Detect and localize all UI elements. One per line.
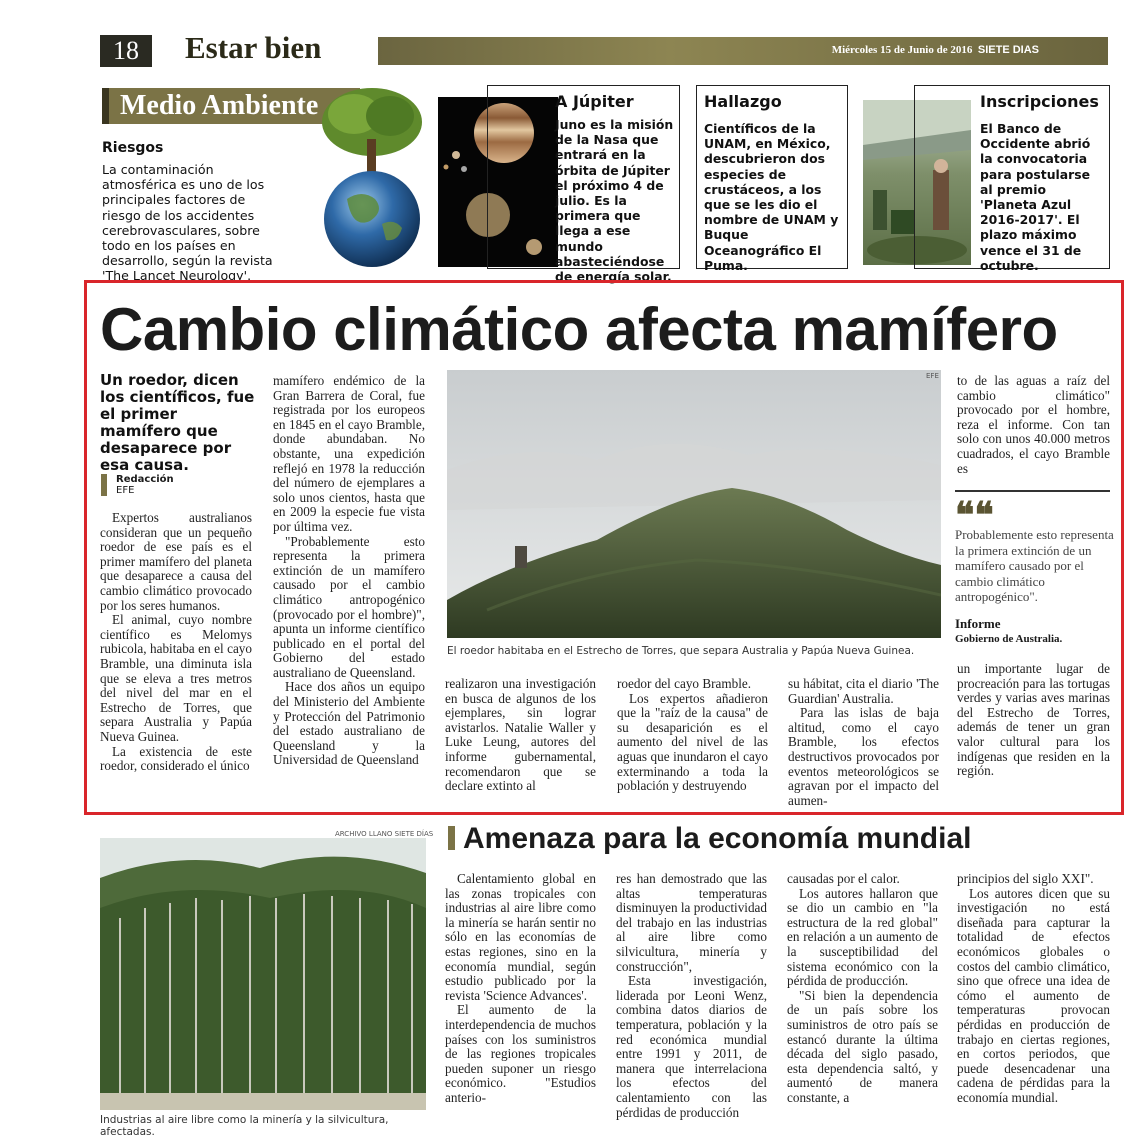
brief-riesgos-heading: Riesgos <box>102 140 164 156</box>
island-image <box>447 370 941 638</box>
main-photo <box>447 370 941 638</box>
quote-icon: ❝❝ <box>955 495 994 535</box>
main-col-5-p1: su hábitat, cita el diario 'The Guardian' Australia. <box>788 676 939 706</box>
header-date-brand <box>832 44 1039 56</box>
brief-inscripciones-text: El Banco de Occidente abrió la convocatoria para postularse al premio 'Planeta Azul 2016-2017'. El plazo máximo vence el 31 de octubre. <box>980 121 1091 273</box>
forest-image <box>100 838 426 1110</box>
second-col-4 <box>957 872 1110 1106</box>
medio-ambiente-title: Medio Ambiente <box>102 88 360 124</box>
main-col-6-bottom-p1: un importante lugar de procreación para las tortugas verdes y varias aves marinas del Estrecho de Torres, además de tener un gran valor cultural para los indígenas que residen en la región. <box>957 661 1110 779</box>
brief-inscripciones-heading: Inscripciones <box>980 92 1099 111</box>
pull-quote-source: Informe <box>955 616 1001 631</box>
second-col-2 <box>616 872 767 1120</box>
byline-accent <box>101 474 107 496</box>
second-col-3 <box>787 872 938 1106</box>
second-col-3-p3: "Si bien la dependencia de un país sobre los suministros de otro país se estancó durante la última década del siglo pasado, esta dependencia saltó, y aumentó de manera constante, a <box>787 987 938 1105</box>
main-col-2-p3: Hace dos años un equipo del Ministerio del Ambiente y Protección del Patrimonio del estado australiano de Queensland y la Universidad de Queensland <box>273 679 425 768</box>
main-col-4-p1: roedor del cayo Bramble. <box>617 676 752 691</box>
second-col-3-p1: causadas por el calor. <box>787 871 900 886</box>
brief-jupiter <box>555 92 675 284</box>
second-headline: Amenaza para la economía mundial <box>463 822 972 855</box>
brief-jupiter-heading: A Júpiter <box>555 92 634 111</box>
main-col-5-p2: Para las islas de baja altitud, como el cayo Bramble, los efectos destructivos provocados por eventos meteorológicos se agravan por el impacto del aumen- <box>788 705 939 808</box>
brief-inscripciones <box>980 92 1105 273</box>
brief-hallazgo-text: Científicos de la UNAM, en México, descubrieron dos especies de crustáceos, a los que se les dio el nombre de UNAM y Buque Oceanográfico El Puma. <box>704 121 839 273</box>
medio-ambiente-accent <box>102 88 109 124</box>
main-headline: Cambio climático afecta mamífero <box>100 296 1058 363</box>
main-col-2-p2: "Probablemente esto representa la primera extinción de un mamífero causado por el cambio climático antropogénico (provocado por el hombre)", apunta un informe científico publicado en el portal del Gobierno del estado australiano de Queensland. <box>273 533 425 680</box>
main-col-1-p3: La existencia de este roedor, considerado el único <box>100 743 252 774</box>
main-col-1-p2: El animal, cuyo nombre científico es Melomys rubicola, habitaba en el cayo Bramble, una diminuta isla que se eleva a tres metros del nivel del mar en el Estrecho de Torres, que separa Australia y Papúa Nueva Guinea. <box>100 612 252 744</box>
header-date: Miércoles 15 de Junio de 2016 <box>831 44 973 56</box>
pull-quote-source-org: Gobierno de Australia. <box>955 633 1063 645</box>
second-col-3-p2: Los autores hallaron que se dio un cambio en "la estructura de la red global" en relación a un aumento de la susceptibilidad del sistema económico con la pérdida de producción. <box>787 885 938 989</box>
main-col-3 <box>445 677 596 794</box>
main-col-3-p1: realizaron una investigación en busca de algunos de los ejemplares, sin lograr avistarlos. Natalie Waller y Luke Leung, autores del informe gubernamental, recomendaron que se declare extinto al <box>445 676 596 794</box>
main-lede: Un roedor, dicen los científicos, fue el primer mamífero que desaparece por esa causa. <box>100 371 255 474</box>
second-photo <box>100 838 426 1110</box>
brief-hallazgo <box>704 92 839 273</box>
brief-riesgos <box>102 140 282 284</box>
main-photo-caption: El roedor habitaba en el Estrecho de Torres, que separa Australia y Papúa Nueva Guinea. <box>447 645 915 657</box>
page-number: 18 <box>100 35 152 67</box>
brief-jupiter-text: Juno es la misión de la Nasa que entrará en la órbita de Júpiter el próximo 4 de julio. Es la primera que llega a ese mundo abasteciéndose de energía solar. <box>555 117 674 285</box>
pull-quote-rule <box>955 490 1110 492</box>
main-col-4 <box>617 677 768 794</box>
main-col-1-p1: Expertos australianos consideran que un pequeño roedor de ese país es el primer mamífero del planeta que desaparece a causa del cambio climático provocado por los seres humanos. <box>100 510 252 613</box>
second-headline-accent <box>448 826 455 850</box>
main-col-4-p2: Los expertos añadieron que la "raíz de la causa" de su desaparición es el aumento del nivel de las aguas que inundaron el cayo exterminando a toda la población y destruyendo <box>617 690 768 794</box>
byline-agency: EFE <box>116 485 135 496</box>
main-col-6-top <box>957 374 1110 476</box>
main-col-2 <box>273 374 425 768</box>
main-col-2-p1: mamífero endémico de la Gran Barrera de Coral, fue registrada por los europeos en 1845 en el cayo Bramble, donde abundaban. No obstante, una expedición reflejó en 1978 la reducción del número de ejemplares a solo unos cientos, hasta que en 2009 la especie fue vista por última vez. <box>273 373 425 534</box>
second-col-2-p2: Esta investigación, liderada por Leoni Wenz, combina datos diarios de temperatura, población y la red económica mundial entre 1991 y 2011, de manera que interrelaciona los efectos del calentamiento con las pérdidas de producción <box>616 973 767 1120</box>
second-col-1-p1: Calentamiento global en las zonas tropicales con industrias al aire libre como la minería se harán sentir no sólo en las economías de estas regiones, sino en la economía mundial, según estudio publicado por la revista 'Science Advances'. <box>445 871 596 1003</box>
section-title: Estar bien <box>185 30 322 65</box>
second-col-4-p2: Los autores dicen que su investigación no está diseñada para capturar la totalidad de efectos económicos globales o costos del cambio climático, sino que ofrece una idea de cómo el aumento de temperaturas provocan pérdidas en producción de trabajo en ciertas regiones, en cortos periodos, que puede desencadenar una cadena de pérdidas para la economía mundial. <box>957 885 1110 1105</box>
main-col-1 <box>100 511 252 774</box>
byline <box>116 474 174 496</box>
second-col-2-p1: res han demostrado que las altas temperaturas disminuyen la productividad del trabajo en las industrias al aire libre como silvicultura, minería y construcción", <box>616 871 767 974</box>
brief-hallazgo-heading: Hallazgo <box>704 92 782 111</box>
header-brand: SIETE DIAS <box>977 44 1039 56</box>
main-photo-credit: EFE <box>926 372 939 380</box>
brief-riesgos-text: La contaminación atmosférica es uno de los principales factores de riesgo de los accidentes cerebrovasculares, sobre todo en los países en desarrollo, según la revista 'The Lancet Neurology'. <box>102 162 273 284</box>
main-col-6-bottom <box>957 662 1110 779</box>
second-col-4-p1: principios del siglo XXI". <box>957 871 1094 886</box>
pull-quote: Probablemente esto representa la primera extinción de un mamífero causado por el cambio climático antropogénico". <box>955 527 1114 604</box>
byline-role: Redacción <box>116 474 174 485</box>
second-photo-credit: ARCHIVO LLANO SIETE DÍAS <box>335 830 434 838</box>
second-col-1-p2: El aumento de la interdependencia de muchos países con los suministros de las regiones tropicales pueden suponer un riesgo económico. "Estudios anterio- <box>445 1002 596 1105</box>
main-col-5 <box>788 677 939 808</box>
second-col-1 <box>445 872 596 1106</box>
main-col-6-top-p1: to de las aguas a raíz del cambio climático" provocado por el hombre, reza el informe. Con tan solo con unos 40.000 metros cuadrados, el cayo Bramble es <box>957 373 1110 476</box>
tree-globe-illustration <box>312 84 432 274</box>
second-photo-caption: Industrias al aire libre como la minería y la silvicultura, afectadas. <box>100 1114 389 1138</box>
